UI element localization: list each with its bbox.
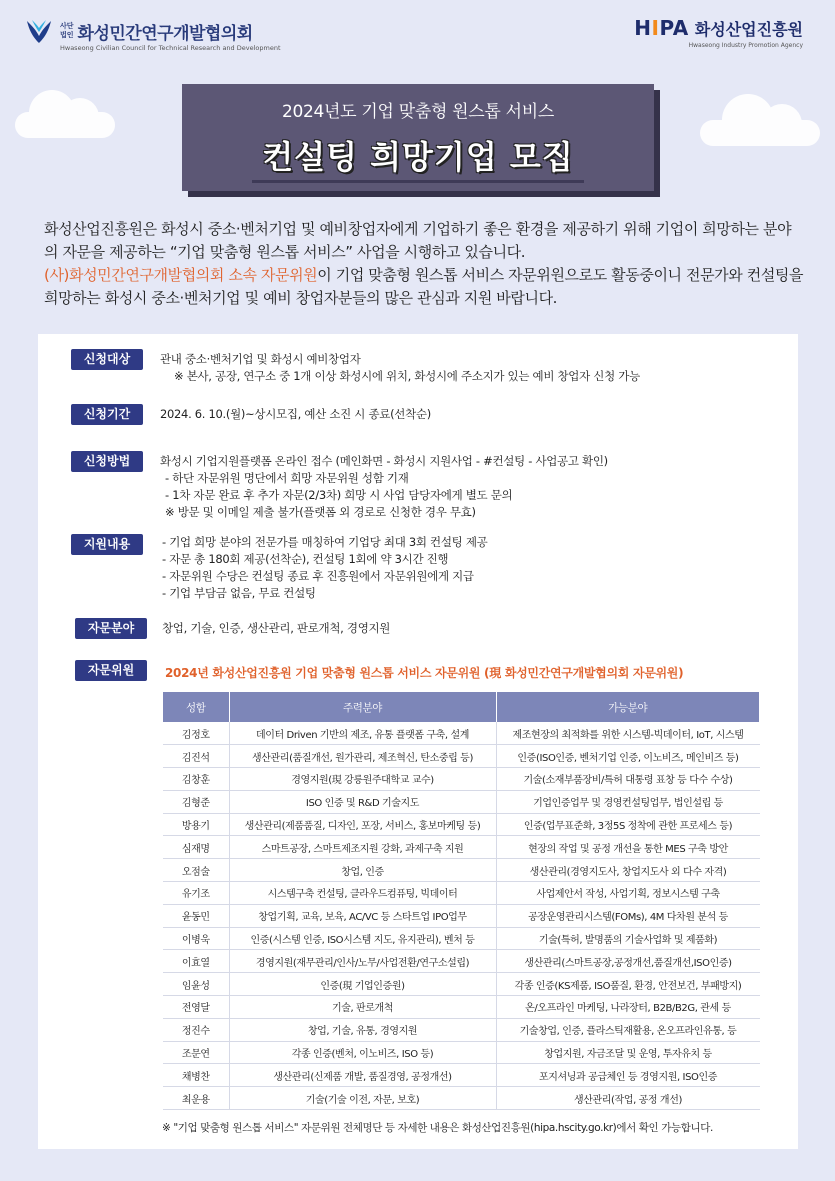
method-line2: - 하단 자문위원 명단에서 희망 자문위원 성함 기재 — [165, 471, 409, 485]
table-row — [163, 904, 760, 927]
advisor-name-cell: 이효열 — [163, 950, 229, 973]
table-row — [163, 996, 760, 1019]
advisor-available-field-cell: 생산관리(경영지도사, 창업지도사 외 다수 자격) — [496, 859, 760, 882]
advisor-available-field-cell: 온/오프라인 마케팅, 나라장터, B2B/B2G, 관세 등 — [496, 996, 760, 1019]
advisor-main-field-cell: 각종 인증(벤처, 이노비즈, ISO 등) — [229, 1041, 496, 1064]
advisor-name-cell: 방용기 — [163, 813, 229, 836]
hipa-letter-i: I — [651, 16, 660, 40]
advisor-main-field-cell: ISO 인증 및 R&D 기술지도 — [229, 790, 496, 813]
hipa-letters-pa: PA — [659, 16, 689, 40]
advisor-name-cell: 김창훈 — [163, 768, 229, 791]
cloud-decoration-left — [15, 112, 115, 138]
advisor-main-field-cell: 인증(現 기업인증원) — [229, 973, 496, 996]
table-row — [163, 1087, 760, 1110]
advisor-table — [163, 692, 760, 1110]
table-row — [163, 813, 760, 836]
support-line2: - 자문 총 180회 제공(선착순), 컨설팅 1회에 약 3시간 진행 — [162, 552, 449, 566]
section-support-text — [162, 534, 487, 602]
section-target-text — [160, 351, 640, 385]
table-row — [163, 927, 760, 950]
target-line1: 관내 중소·벤처기업 및 화성시 예비창업자 — [160, 352, 361, 366]
support-line3: - 자문위원 수당은 컨설팅 종료 후 진흥원에서 자문위원에게 지급 — [162, 569, 474, 583]
advisor-name-cell: 임윤성 — [163, 973, 229, 996]
advisor-available-field-cell: 인증(업무표준화, 3정5S 정착에 관한 프로세스 등) — [496, 813, 760, 836]
section-support-label: 지원내용 — [71, 534, 143, 555]
method-line3: - 1차 자문 완료 후 추가 자문(2/3차) 희망 시 사업 담당자에게 별도 문의 — [165, 488, 513, 502]
advisor-main-field-cell: 데이터 Driven 기반의 제조, 유통 플랫폼 구축, 설계 — [229, 722, 496, 745]
advisor-main-field-cell: 창업, 인증 — [229, 859, 496, 882]
advisor-available-field-cell: 포지셔닝과 공급체인 등 경영지원, ISO인증 — [496, 1064, 760, 1087]
footnote: ※ "기업 맞춤형 원스톱 서비스" 자문위원 전체명단 등 자세한 내용은 화성산업진흥원(hipa.hscity.go.kr)에서 확인 가능합니다. — [162, 1122, 713, 1134]
logo-tag-line1: 사단 — [60, 22, 74, 30]
table-row — [163, 882, 760, 905]
intro-paragraph — [44, 218, 804, 310]
table-row — [163, 722, 760, 745]
advisor-name-cell: 김정호 — [163, 722, 229, 745]
advisor-available-field-cell: 인증(ISO인증, 벤처기업 인증, 이노비즈, 메인비즈 등) — [496, 745, 760, 768]
table-row — [163, 768, 760, 791]
advisor-available-field-cell: 각종 인증(KS제품, ISO품질, 환경, 안전보건, 부패방지) — [496, 973, 760, 996]
advisor-name-cell: 심재명 — [163, 836, 229, 859]
intro-p2: 이 기업 맞춤형 원스톱 서비스 자문위원으로도 활동중이니 전문가와 컨설팅을 희망하는 화성시 중소·벤처기업 및 예비 창업자분들의 많은 관심과 지원 바랍니다. — [44, 266, 804, 307]
method-line1: 화성시 기업지원플랫폼 온라인 접수 (메인화면 - 화성시 지원사업 - #컨설팅 - 사업공고 확인) — [160, 454, 608, 468]
intro-p1: 화성산업진흥원은 화성시 중소·벤처기업 및 예비창업자에게 기업하기 좋은 환경을 제공하기 위해 기업이 희망하는 분야의 자문을 제공하는 “기업 맞춤형 원스톱 서비스” 사업을 시행하고 있습니다. — [44, 220, 792, 261]
support-line4: - 기업 부담금 없음, 무료 컨설팅 — [162, 586, 316, 600]
advisor-name-cell: 김형준 — [163, 790, 229, 813]
table-row — [163, 1064, 760, 1087]
cloud-decoration-right — [700, 120, 820, 146]
target-line2: ※ 본사, 공장, 연구소 중 1개 이상 화성시에 위치, 화성시에 주소지가 있는 예비 창업자 신청 가능 — [174, 369, 640, 383]
council-logo-icon — [24, 16, 54, 46]
advisor-name-cell: 전영달 — [163, 996, 229, 1019]
fields-line1: 창업, 기술, 인증, 생산관리, 판로개척, 경영지원 — [162, 621, 391, 635]
table-row — [163, 950, 760, 973]
advisor-available-field-cell: 사업제안서 작성, 사업기획, 정보시스템 구축 — [496, 882, 760, 905]
advisor-name-cell: 김진석 — [163, 745, 229, 768]
council-logo-tag — [60, 22, 74, 40]
advisor-main-field-cell: 창업, 기술, 유통, 경영지원 — [229, 1018, 496, 1041]
hipa-subtitle: Hwaseong Industry Promotion Agency — [688, 42, 803, 49]
council-logo — [24, 16, 253, 46]
support-line1: - 기업 희망 분야의 전문가를 매칭하여 기업당 최대 3회 컨설팅 제공 — [162, 535, 488, 549]
advisor-available-field-cell: 기술창업, 인증, 플라스틱재활용, 온오프라인유통, 등 — [496, 1018, 760, 1041]
method-line4: ※ 방문 및 이메일 제출 불가(플랫폼 외 경로로 신청한 경우 무효) — [165, 505, 476, 519]
table-row — [163, 973, 760, 996]
advisor-name-cell: 최운용 — [163, 1087, 229, 1110]
advisor-main-field-cell: 기술(기술 이전, 자문, 보호) — [229, 1087, 496, 1110]
advisor-available-field-cell: 기술(소재부품장비/특허 대통령 표창 등 다수 수상) — [496, 768, 760, 791]
period-line1: 2024. 6. 10.(월)~상시모집, 예산 소진 시 종료(선착순) — [160, 407, 431, 421]
hipa-name: 화성산업진흥원 — [694, 19, 803, 39]
intro-p2-wrap — [44, 264, 804, 310]
advisor-available-field-cell: 생산관리(작업, 공정 개선) — [496, 1087, 760, 1110]
header-main-field: 주력분야 — [229, 692, 496, 722]
advisor-main-field-cell: 인증(시스템 인증, ISO시스템 지도, 유지관리), 벤처 등 — [229, 927, 496, 950]
advisor-available-field-cell: 현장의 작업 및 공정 개선을 통한 MES 구축 방안 — [496, 836, 760, 859]
advisor-available-field-cell: 생산관리(스마트공장,공정개선,품질개선,ISO인증) — [496, 950, 760, 973]
header-name: 성함 — [163, 692, 229, 722]
advisor-available-field-cell: 제조현장의 최적화를 위한 시스템-빅데이터, IoT, 시스템 — [496, 722, 760, 745]
section-period-label: 신청기간 — [71, 404, 143, 425]
advisor-main-field-cell: 스마트공장, 스마트제조지원 강화, 과제구축 지원 — [229, 836, 496, 859]
advisor-available-field-cell: 기업인증업무 및 경영컨설팅업무, 법인설립 등 — [496, 790, 760, 813]
header-available-field: 가능분야 — [496, 692, 760, 722]
advisor-available-field-cell: 창업지원, 자금조달 및 운영, 투자유치 등 — [496, 1041, 760, 1064]
advisors-title: 2024년 화성산업진흥원 기업 맞춤형 원스톱 서비스 자문위원 (現 화성민간연구개발협의회 자문위원) — [165, 666, 684, 680]
advisor-main-field-cell: 시스템구축 컨설팅, 클라우드컴퓨팅, 빅데이터 — [229, 882, 496, 905]
advisor-main-field-cell: 생산관리(제품품질, 디자인, 포장, 서비스, 홍보마케팅 등) — [229, 813, 496, 836]
advisor-main-field-cell: 생산관리(신제품 개발, 품질경영, 공정개선) — [229, 1064, 496, 1087]
advisor-main-field-cell: 경영지원(現 강릉원주대학교 교수) — [229, 768, 496, 791]
advisor-name-cell: 윤동민 — [163, 904, 229, 927]
title-box — [182, 84, 654, 191]
section-fields-text — [162, 620, 390, 637]
section-period-text — [160, 406, 431, 423]
advisor-available-field-cell: 기술(특허, 발명품의 기술사업화 및 제품화) — [496, 927, 760, 950]
advisor-main-field-cell: 기술, 판로개척 — [229, 996, 496, 1019]
hipa-letter-h: H — [634, 16, 652, 40]
section-method-text — [160, 453, 608, 521]
advisor-name-cell: 오점술 — [163, 859, 229, 882]
section-method-label: 신청방법 — [71, 451, 143, 472]
logo-tag-line2: 법인 — [60, 31, 74, 39]
intro-highlight: (사)화성민간연구개발협의회 소속 자문위원 — [44, 266, 318, 284]
content-card — [38, 334, 798, 1149]
advisor-name-cell: 이병욱 — [163, 927, 229, 950]
section-advisors-label: 자문위원 — [75, 660, 147, 681]
table-row — [163, 790, 760, 813]
advisor-main-field-cell: 생산관리(품질개선, 원가관리, 제조혁신, 탄소중립 등) — [229, 745, 496, 768]
advisor-name-cell: 채병찬 — [163, 1064, 229, 1087]
table-row — [163, 836, 760, 859]
table-row — [163, 1018, 760, 1041]
table-row — [163, 859, 760, 882]
title-line1: 2024년도 기업 맞춤형 원스톱 서비스 — [281, 102, 555, 122]
title-line2: 컨설팅 희망기업 모집 — [252, 132, 584, 183]
advisor-name-cell: 정진수 — [163, 1018, 229, 1041]
advisor-name-cell: 조문연 — [163, 1041, 229, 1064]
advisor-name-cell: 유기조 — [163, 882, 229, 905]
advisor-table-header — [163, 692, 760, 722]
hipa-wordmark — [634, 16, 689, 40]
table-row — [163, 1041, 760, 1064]
hipa-logo — [634, 16, 803, 49]
council-subtitle: Hwaseong Civilian Council for Technical Research and Development — [60, 44, 281, 52]
header — [0, 0, 835, 70]
section-fields-label: 자문분야 — [75, 618, 147, 639]
advisor-main-field-cell: 창업기획, 교육, 보육, AC/VC 등 스타트업 IPO업무 — [229, 904, 496, 927]
advisor-available-field-cell: 공장운영관리시스템(FOMs), 4M 다차원 분석 등 — [496, 904, 760, 927]
council-name: 화성민간연구개발협의회 — [77, 23, 253, 44]
advisor-main-field-cell: 경영지원(재무관리/인사/노무/사업전환/연구소설립) — [229, 950, 496, 973]
section-target-label: 신청대상 — [71, 349, 143, 370]
table-row — [163, 745, 760, 768]
